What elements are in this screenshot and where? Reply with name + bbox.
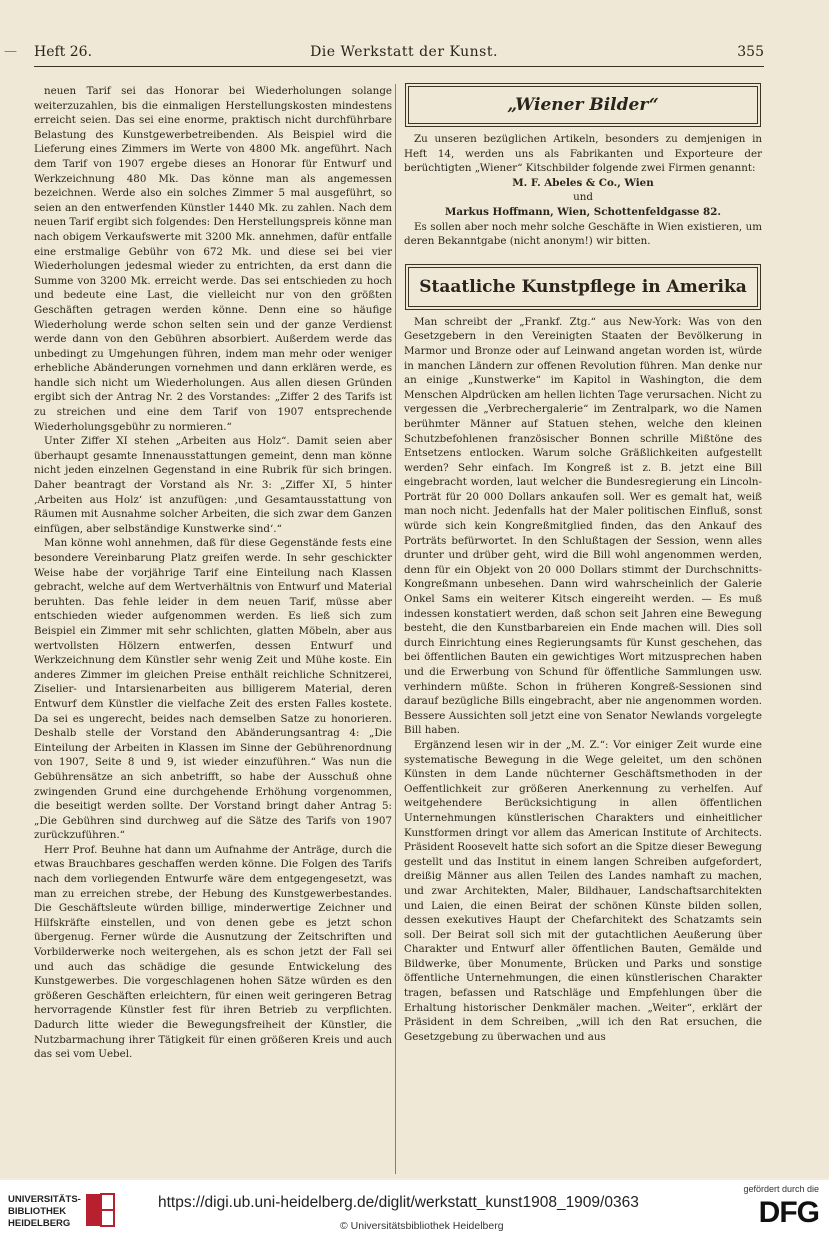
logo-line: HEIDELBERG	[8, 1218, 71, 1229]
paragraph: Es sollen aber noch mehr solche Geschäfte in Wien existieren, um deren Bekanntgabe (nicht anonym!) wir bitten.	[404, 220, 762, 248]
left-column	[34, 84, 392, 1062]
paragraph: Unter Ziffer XI stehen „Arbeiten aus Holz“. Damit seien aber überhaupt gesamte Innenausstattungen gemeint, denn man könne nicht jeden einzelnen Gegenstand in eine Rubrik für sich bringen. Daher beantragt der Vorstand als Nr. 3: „Ziffer XI, 5 hinter ‚Arbeiten aus Holz‘ ist anzufügen: ‚und Gesamtausstattung von Räumen mit Ausnahme solcher Arbeiten, die sich zwar dem Ganzen einfügen, aber selbständige Kunstwerke sind‘.“	[34, 435, 392, 535]
paragraph: Ergänzend lesen wir in der „M. Z.“: Vor einiger Zeit wurde eine systematische Bewegung in die Wege geleitet, um den schönen Künsten in dem Lande nüchterner Geschäftsmethoden in der Oeffentlichkeit zur größeren Anerkennung zu verhelfen. Auf weitgehendere Berücksichtigung in allen öffentlichen Unternehmungen künstlerischen Charakters und einheitlicher Kunstformen dringt vor allem das American Institute of Architects. Präsident Roosevelt hatte sich sofort an die Spitze dieser Bewegung gestellt und das Institut in einem langen Schreiben aufgefordert, dreißig Männer aus allen Teilen des Landes namhaft zu machen, und zwar Architekten, Maler, Bildhauer, Landschaftsarchitekten und Laien, die einen Beirat der schönen Künste bilden sollen, dessen exekutives Haupt der Chefarchitekt des Schatzamts sein soll. Der Beirat soll sich mit der gutachtlichen Aeußerung über Charakter und Entwurf aller öffentlichen Bauten, Gemälde und Bildwerke, über Monumente, Brücken und Parks und sonstige öffentliche Unternehmungen, die einen künstlerischen Charakter tragen, befassen und Ratschläge und Empfehlungen über die Erhaltung historischer Denkmäler machen. „Weiter“, erklärt der Präsident in dem Schreiben, „will ich den Rat ersuchen, die Gesetzgebung zu überwachen und aus	[404, 738, 762, 1043]
conjunction: und	[573, 191, 593, 204]
copyright-notice: © Universitätsbibliothek Heidelberg	[340, 1220, 504, 1232]
firm-name: M. F. Abeles & Co., Wien	[512, 176, 654, 189]
margin-mark: —	[4, 44, 17, 59]
library-logo-text	[8, 1194, 81, 1230]
paragraph: Herr Prof. Beuhne hat dann um Aufnahme der Anträge, durch die etwas Brauchbares geschaffen werden könne. Die Folgen des Tarifs nach dem vorliegenden Entwurfe wäre dem entgegengesetzt, was man zu erreichen strebe, der Hebung des Kunstgewerbestandes. Die Geschäftsleute würden billige, minderwertige Zeichner und Hilfskräfte einstellen, und von denen gebe es jetzt schon übergenug. Ferner würde die Ausnutzung der Zeitschriften und Vorbilderwerke noch weitergehen, als es schon jetzt der Fall sei und auch das schädige die gesunde Entwickelung des Kunstgewerbes. Die vorgeschlagenen hohen Sätze würden es den größeren Geschäften erleichtern, für einen weit geringeren Betrag hervorragende Künstler fest für ihren Betrieb zu verpflichten. Dadurch litte wieder die Bewegungsfreiheit der Künstler, die Nutzbarmachung ihrer Tätigkeit für einen größeren Kreis und auch das sei vom Uebel.	[34, 843, 392, 1061]
right-column	[404, 84, 762, 1044]
section-title-wiener-bilder: „Wiener Bilder“	[408, 86, 758, 124]
logo-line: BIBLIOTHEK	[8, 1206, 67, 1217]
running-header	[34, 42, 764, 64]
paragraph: Man könne wohl annehmen, daß für diese Gegenstände fests eine besondere Vereinbarung Platz greifen werde. In sehr geschickter Weise habe der vorjährige Tarif eine Einteilung nach Klassen gebracht, welche auf dem Wertverhältnis von Entwurf und Material beruhten. Das fehle leider in dem neuen Tarif, müsse aber entschieden wieder aufgenommen werden. Es ließ sich zum Beispiel ein Zimmer mit sehr schlichten, glatten Möbeln, aber aus wertvollsten Hölzern entwerfen, dessen Entwurf und Werkzeichnung dem Künstler sehr wenig Zeit und Mühe koste. Ein anderes Zimmer im gleichen Preise enthält reichliche Schnitzerei, Ziselier- und Intarsienarbeiten aus billigerem Material, deren Entwurf dem Künstler die vielfache Zeit des ersten Falles kostete. Da sei es ungerecht, beides nach demselben Satze zu honorieren. Deshalb stelle der Vorstand den Abänderungsantrag 4: „Die Einteilung der Arbeiten in Klassen im Sinne der Gebührenordnung von 1907, Seite 8 und 9, ist wieder einzuführen.“ Was nun die Gebührensätze an sich anbetrifft, so habe der Ausschuß ohne zwingenden Grund eine durchgehende Erhöhung vorgenommen, die beseitigt werden sollte. Der Vorstand bringt daher Antrag 5: „Die Gebühren sind durchweg auf die Sätze des Tarifs von 1907 zurückzuführen.“	[34, 537, 392, 842]
dfg-logo: DFG	[758, 1196, 819, 1229]
funding-label: gefördert durch die	[743, 1184, 819, 1194]
issue-number: Heft 26.	[34, 44, 93, 60]
section-title-kunstpflege: Staatliche Kunstpflege in Amerika	[408, 267, 758, 307]
header-rule	[34, 66, 764, 67]
column-divider	[395, 84, 396, 1174]
firm-name: Markus Hoffmann, Wien, Schottenfeldgasse 82.	[445, 205, 721, 218]
library-logo-icon	[84, 1190, 116, 1230]
permalink-url[interactable]: https://digi.ub.uni-heidelberg.de/diglit/werkstatt_kunst1908_1909/0363	[158, 1194, 639, 1211]
paragraph: Zu unseren bezüglichen Artikeln, besonders zu demjenigen in Heft 14, werden uns als Fabrikanten und Exporteure der berüchtigten „Wiener“ Kitschbilder folgende zwei Firmen genannt:	[404, 133, 762, 175]
logo-line: UNIVERSITÄTS-	[8, 1194, 81, 1205]
footer-bar	[0, 1180, 829, 1245]
page-number: 355	[737, 44, 764, 60]
journal-title: Die Werkstatt der Kunst.	[310, 44, 498, 60]
paragraph: neuen Tarif sei das Honorar bei Wiederholungen solange weiterzuzahlen, bis die einmaligen Herstellungskosten mindestens erreicht seien. Das sei eine enorme, praktisch nicht durchführbare Belastung des Kunstgewerbetreibenden. Als Beispiel wird die Lieferung eines Zimmers im Werte von 4800 Mk. angeführt. Nach dem Tarif von 1907 ergebe dieses an Honorar für Entwurf und Werkzeichnung 480 Mk. Das könne man als angemessen bezeichnen. Werde also ein solches Zimmer 5 mal ausgeführt, so seien an den entwerfenden Künstler 1440 Mk. zu zahlen. Nach dem neuen Tarif ergibt sich folgendes: Den Herstellungspreis könne man nach obigem Verkaufswerte mit 3200 Mk. annehmen, dafür entfalle eine erstmalige Gebühr von 672 Mk. und diese sei bei vier Wiederholungen jedesmal wieder zu entrichten, da erst dann die Summe von 3200 Mk. erreicht werde. Das sei entschieden zu hoch und bedeute eine Last, die vielleicht nur von den größten Geschäften getragen werden könne. Denn eine so häufige Wiederholung werde schon selten sein und der ganze Verdienst werde dann von den Gebühren absorbiert. Außerdem werde das unbedingt zu Umgehungen führen, indem man mehr oder weniger erhebliche Abänderungen vornehmen und dann erklären werde, es handle sich nicht um Wiederholungen. Aus allen diesen Gründen ergibt sich der Antrag Nr. 2 des Vorstandes: „Ziffer 2 des Tarifs ist zu streichen und eine dem Tarif von 1907 entsprechende Wiederholungsgebühr zu normieren.“	[34, 85, 392, 433]
paragraph: Man schreibt der „Frankf. Ztg.“ aus New-York: Was von den Gesetzgebern in den Vereinigten Staaten der Bevölkerung in Marmor und Bronze oder auf Leinwand angetan worden ist, würde in manchen Ländern zur offenen Revolution führen. Man denke nur an einige „Kunstwerke“ im Kapitol in Washington, die dem Menschen Alpdrücken am hellen lichten Tage verursachen. Nicht zu vergessen die „Verbrechergalerie“ im Zentralpark, wo die Namen berühmter Männer auf Statuen stehen, welche den kleinen Schutzbefohlenen französischer Bonnen schrille Mißtöne des Entsetzens entlocken. Warum solche Gräßlichkeiten aufgestellt werden? Sehr einfach. Im Kongreß ist z. B. jetzt eine Bill eingebracht worden, laut welcher die Bundesregierung ein Lincoln-Porträt für 20 000 Dollars ankaufen soll. Wer es gemalt hat, weiß man noch nicht. Jedenfalls hat der Maler politischen Einfluß, sonst würde sich kein Kongreßmitglied finden, das den Ankauf des Porträts befürwortet. In den Schlußtagen der Session, wenn alles drunter und drüber geht, wird die Bill wohl angenommen werden, denn für ein Objekt von 20 000 Dollars stimmt der Durchschnitts-Kongreßmann unbesehen. Dann wird wahrscheinlich der Galerie Onkel Sams ein weiterer Kitsch eingereiht werden. — Es muß indessen konstatiert werden, daß schon seit Jahren eine Bewegung besteht, die den Kunstbarbareien ein Ende machen will. Dies soll durch Einrichtung eines Regierungsamts für Kunst geschehen, das bei öffentlichen Bauten ein gewichtiges Wort mitzusprechen haben und die Erwerbung von Schund für öffentliche Sammlungen usw. verhindern müßte. Schon in früheren Kongreß-Sessionen sind darauf bezügliche Bills eingebracht, aber nie angenommen worden. Bessere Aussichten soll jetzt eine von Senator Newlands vorgelegte Bill haben.	[404, 315, 762, 737]
